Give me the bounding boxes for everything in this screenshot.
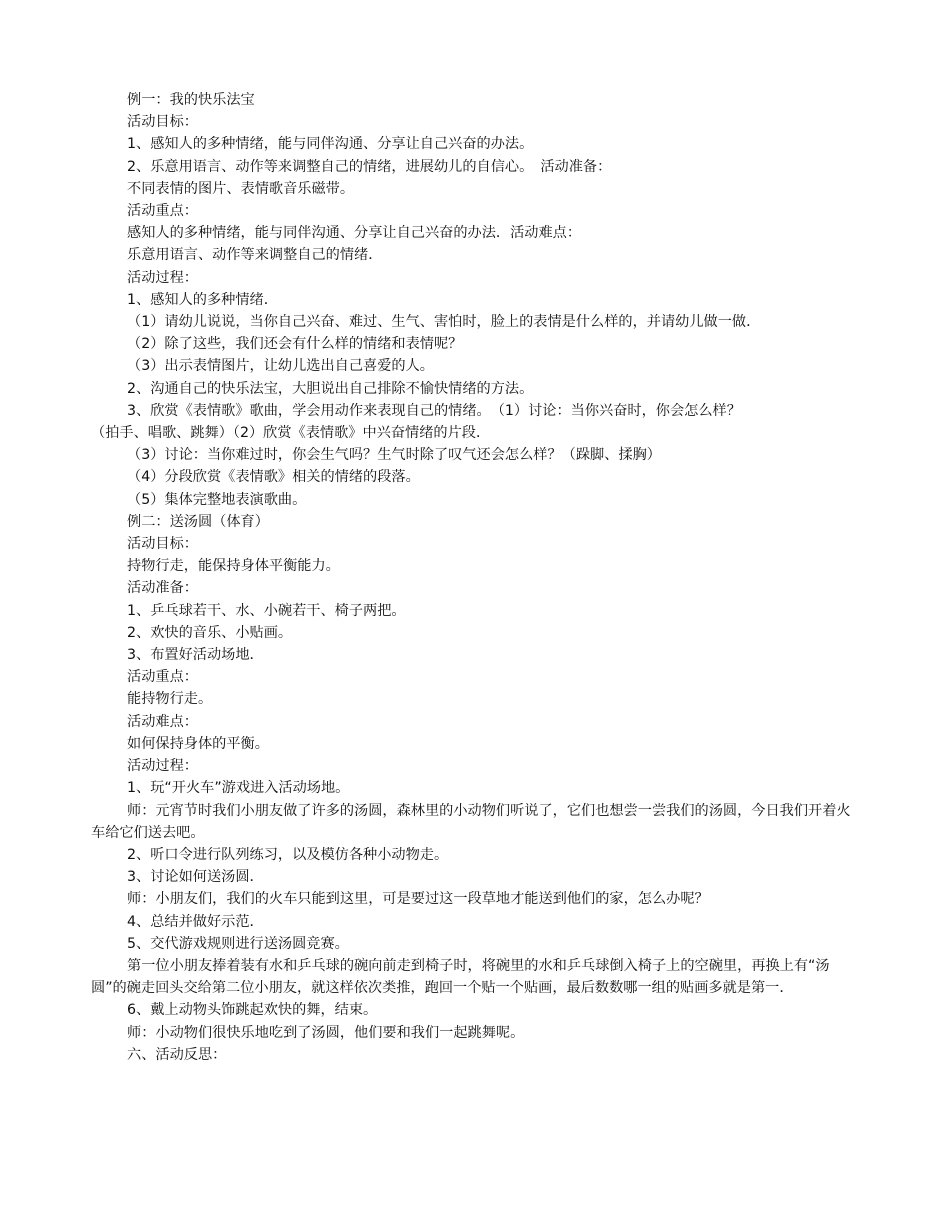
paragraph: 4、总结并做好示范． [127,913,264,930]
paragraph: 乐意用语言、动作等来调整自己的情绪． [127,247,383,264]
paragraph: 师：小动物们很快乐地吃到了汤圆，他们要和我们一起跳舞呢。 [127,1024,525,1041]
paragraph: 持物行走，能保持身体平衡能力。 [127,558,340,575]
paragraph: 师：小朋友们，我们的火车只能到这里，可是要过这一段草地才能送到他们的家，怎么办呢？ [127,891,709,908]
paragraph: 1、感知人的多种情绪． [127,291,278,308]
paragraph: （4）分段欣赏《表情歌》相关的情绪的段落。 [127,469,420,486]
section-heading: 活动目标： [127,536,198,553]
example-1-title: 例一：我的快乐法宝 [127,92,255,108]
section-heading: 活动重点： [127,669,198,686]
section-heading: 活动目标： [127,114,198,131]
paragraph: （1）请幼儿说说，当你自己兴奋、难过、生气、害怕时，脸上的表情是什么样的，并请幼儿做一做． [127,314,761,331]
paragraph: 5、交代游戏规则进行送汤圆竞赛。 [127,935,349,952]
document-page [91,89,863,1066]
paragraph: 能持物行走。 [127,691,213,708]
section-heading: 活动过程： [127,758,198,775]
paragraph: 第一位小朋友捧着装有水和乒乓球的碗向前走到椅子时，将碗里的水和乒乓球倒入椅子上的空碗里，再换上有“汤圆”的碗走回头交给第二位小朋友，就这样依次类推，跑回一个贴一个贴画，最后数数哪一组的贴画多就是第一． [91,957,830,997]
paragraph: 1、乒乓球若干、水、小碗若干、椅子两把。 [127,602,406,619]
paragraph: 感知人的多种情绪，能与同伴沟通、分享让自己兴奋的办法．活动难点： [127,225,582,242]
paragraph: 不同表情的图片、表情歌音乐磁带。 [127,180,355,197]
section-heading: 六、活动反思： [127,1046,227,1063]
paragraph: （5）集体完整地表演歌曲。 [127,491,307,508]
paragraph: 2、听口令进行队列练习，以及模仿各种小动物走。 [127,846,449,863]
paragraph: 3、欣赏《表情歌》歌曲，学会用动作来表现自己的情绪。 （1）讨论：当你兴奋时，你会怎么样？ [127,402,741,419]
paragraph: （2）除了这些，我们还会有什么样的情绪和表情呢？ [127,336,463,353]
paragraph: 2、沟通自己的快乐法宝，大胆说出自己排除不愉快情绪的方法。 [127,380,534,397]
section-heading: 活动重点： [127,203,198,220]
paragraph: 2、欢快的音乐、小贴画。 [127,624,293,641]
section-heading: 活动过程： [127,269,198,286]
paragraph: 2、乐意用语言、动作等来调整自己的情绪，进展幼儿的自信心。 活动准备： [127,158,612,175]
paragraph: （3）讨论：当你难过时，你会生气吗？生气时除了叹气还会怎么样？（跺脚、揉胸） [127,447,661,464]
paragraph: 师：元宵节时我们小朋友做了许多的汤圆，森林里的小动物们听说了，它们也想尝一尝我们的汤圆，今日我们开着火车给它们送去吧。 [91,802,851,841]
paragraph: （3）出示表情图片，让幼儿选出自己喜爱的人。 [127,358,434,375]
paragraph: 如何保持身体的平衡。 [127,735,269,752]
section-heading: 活动难点： [127,713,198,730]
example-2-title: 例二：送汤圆（体育） [127,513,269,530]
paragraph: 6、戴上动物头饰跳起欢快的舞，结束。 [127,1002,378,1019]
section-heading: 活动准备： [127,580,198,597]
paragraph: 3、布置好活动场地． [127,647,264,664]
paragraph: 1、玩“开火车”游戏进入活动场地。 [127,780,350,797]
paragraph: 3、讨论如何送汤圆． [127,869,264,886]
paragraph: 1、感知人的多种情绪，能与同伴沟通、分享让自己兴奋的办法。 [127,136,534,153]
paragraph: （拍手、唱歌、跳舞）（2）欣赏《表情歌》中兴奋情绪的片段． [91,425,491,442]
